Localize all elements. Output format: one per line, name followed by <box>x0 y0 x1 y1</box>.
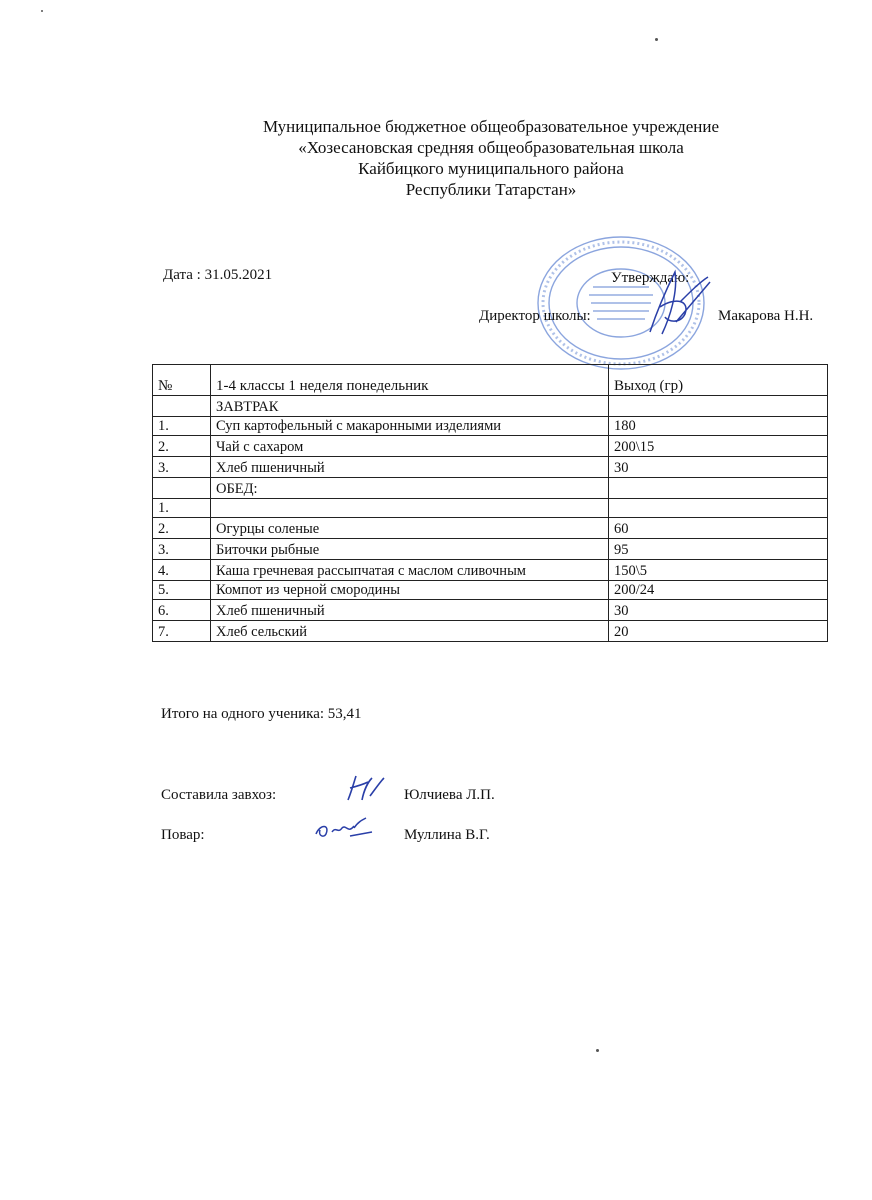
row-output: 60 <box>609 518 828 539</box>
table-row <box>153 457 828 478</box>
row-name: ЗАВТРАК <box>211 396 609 417</box>
total-per-student: Итого на одного ученика: 53,41 <box>161 706 362 722</box>
table-row <box>153 600 828 621</box>
row-output: 20 <box>609 621 828 642</box>
row-output: 95 <box>609 539 828 560</box>
table-row <box>153 518 828 539</box>
row-output: 150\5 <box>609 560 828 581</box>
row-name: ОБЕД: <box>211 478 609 499</box>
row-num: 4. <box>153 560 211 581</box>
cook-label: Повар: <box>161 827 205 843</box>
menu-table <box>152 364 828 642</box>
row-output: 200\15 <box>609 436 828 457</box>
row-output <box>609 478 828 499</box>
row-num: 3. <box>153 539 211 560</box>
header-line-2: «Хозесановская средняя общеобразовательная школа <box>298 138 684 157</box>
director-signature-icon <box>630 262 720 342</box>
row-output: 180 <box>609 417 828 436</box>
cook-signature-icon <box>310 812 380 848</box>
header-name: 1-4 классы 1 неделя понедельник <box>211 365 609 396</box>
table-row <box>153 396 828 417</box>
table-header-row <box>153 365 828 396</box>
scan-speck <box>41 10 43 12</box>
row-num: 2. <box>153 518 211 539</box>
table-row <box>153 560 828 581</box>
row-output <box>609 396 828 417</box>
storekeeper-signature-icon <box>340 770 390 810</box>
director-name: Макарова Н.Н. <box>718 308 814 324</box>
row-output: 30 <box>609 457 828 478</box>
table-row <box>153 417 828 436</box>
scan-speck <box>655 38 658 41</box>
table-row <box>153 581 828 600</box>
institution-header <box>0 116 872 200</box>
row-name: Огурцы соленые <box>211 518 609 539</box>
header-output: Выход (гр) <box>609 365 828 396</box>
header-line-3: Кайбицкого муниципального района <box>358 159 624 178</box>
table-row <box>153 621 828 642</box>
scan-speck <box>596 1049 599 1052</box>
row-name <box>211 499 609 518</box>
table-row <box>153 436 828 457</box>
row-num <box>153 396 211 417</box>
row-name: Суп картофельный с макаронными изделиями <box>211 417 609 436</box>
table-row <box>153 499 828 518</box>
row-name: Компот из черной смородины <box>211 581 609 600</box>
row-name: Хлеб пшеничный <box>211 600 609 621</box>
header-line-4: Республики Татарстан» <box>405 180 577 199</box>
row-name: Биточки рыбные <box>211 539 609 560</box>
cook-name: Муллина В.Г. <box>404 827 490 843</box>
row-output: 200/24 <box>609 581 828 600</box>
row-num: 1. <box>153 499 211 518</box>
header-num: № <box>153 365 211 396</box>
row-num: 2. <box>153 436 211 457</box>
table-row <box>153 539 828 560</box>
menu-date: Дата : 31.05.2021 <box>163 267 273 283</box>
row-num <box>153 478 211 499</box>
row-num: 1. <box>153 417 211 436</box>
storekeeper-name: Юлчиева Л.П. <box>404 787 495 803</box>
row-output: 30 <box>609 600 828 621</box>
header-line-1: Муниципальное бюджетное общеобразовательное учреждение <box>262 117 720 136</box>
row-name: Чай с сахаром <box>211 436 609 457</box>
table-row <box>153 478 828 499</box>
director-label: Директор школы: <box>479 308 591 324</box>
row-output <box>609 499 828 518</box>
row-num: 7. <box>153 621 211 642</box>
row-name: Хлеб пшеничный <box>211 457 609 478</box>
row-num: 3. <box>153 457 211 478</box>
row-num: 5. <box>153 581 211 600</box>
row-name: Хлеб сельский <box>211 621 609 642</box>
storekeeper-label: Составила завхоз: <box>161 787 277 803</box>
approve-label: Утверждаю: <box>611 270 690 286</box>
row-num: 6. <box>153 600 211 621</box>
row-name: Каша гречневая рассыпчатая с маслом сливочным <box>211 560 609 581</box>
